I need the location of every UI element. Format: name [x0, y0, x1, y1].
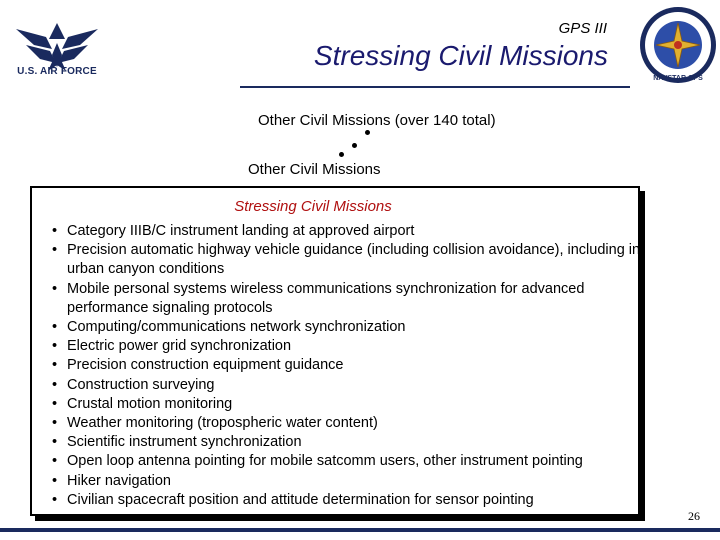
list-item: • Scientific instrument synchronization — [52, 433, 642, 452]
other-missions-total: Other Civil Missions (over 140 total) — [258, 112, 496, 129]
list-item: • Electric power grid synchronization — [52, 337, 642, 356]
list-item: • Category IIIB/C instrument landing at approved airport — [52, 222, 642, 241]
list-item: • Open loop antenna pointing for mobile satcomm users, other instrument pointing — [52, 452, 642, 471]
list-item: • Civilian spacecraft position and attitude determination for sensor pointing — [52, 491, 642, 510]
list-item: • Construction surveying — [52, 376, 642, 395]
mission-list — [52, 222, 642, 510]
page-number: 26 — [688, 509, 700, 523]
panel-title: Stressing Civil Missions — [234, 198, 392, 215]
list-item: • Precision construction equipment guidance — [52, 356, 642, 375]
page-title: Stressing Civil Missions — [313, 40, 608, 71]
footer-divider — [0, 528, 720, 532]
list-item: • Precision automatic highway vehicle guidance (including collision avoidance), including in urban canyon conditions — [52, 241, 642, 279]
other-missions-label: Other Civil Missions — [248, 161, 381, 178]
list-item: • Mobile personal systems wireless communications synchronization for advanced performance signaling protocols — [52, 280, 642, 318]
air-force-logo-text: U.S. AIR FORCE — [17, 66, 97, 77]
seal-text: NAVSTAR GPS — [653, 75, 703, 82]
ellipsis-dot — [352, 143, 357, 148]
list-item: • Computing/communications network synchronization — [52, 318, 642, 337]
navstar-gps-seal-icon — [638, 5, 718, 85]
ellipsis-dot — [339, 152, 344, 157]
list-item: • Weather monitoring (tropospheric water content) — [52, 414, 642, 433]
stressing-missions-panel — [30, 186, 640, 516]
ellipsis-dot — [365, 130, 370, 135]
list-item: • Hiker navigation — [52, 472, 642, 491]
program-label: GPS III — [558, 20, 607, 37]
header-divider — [240, 86, 630, 88]
list-item: • Crustal motion monitoring — [52, 395, 642, 414]
